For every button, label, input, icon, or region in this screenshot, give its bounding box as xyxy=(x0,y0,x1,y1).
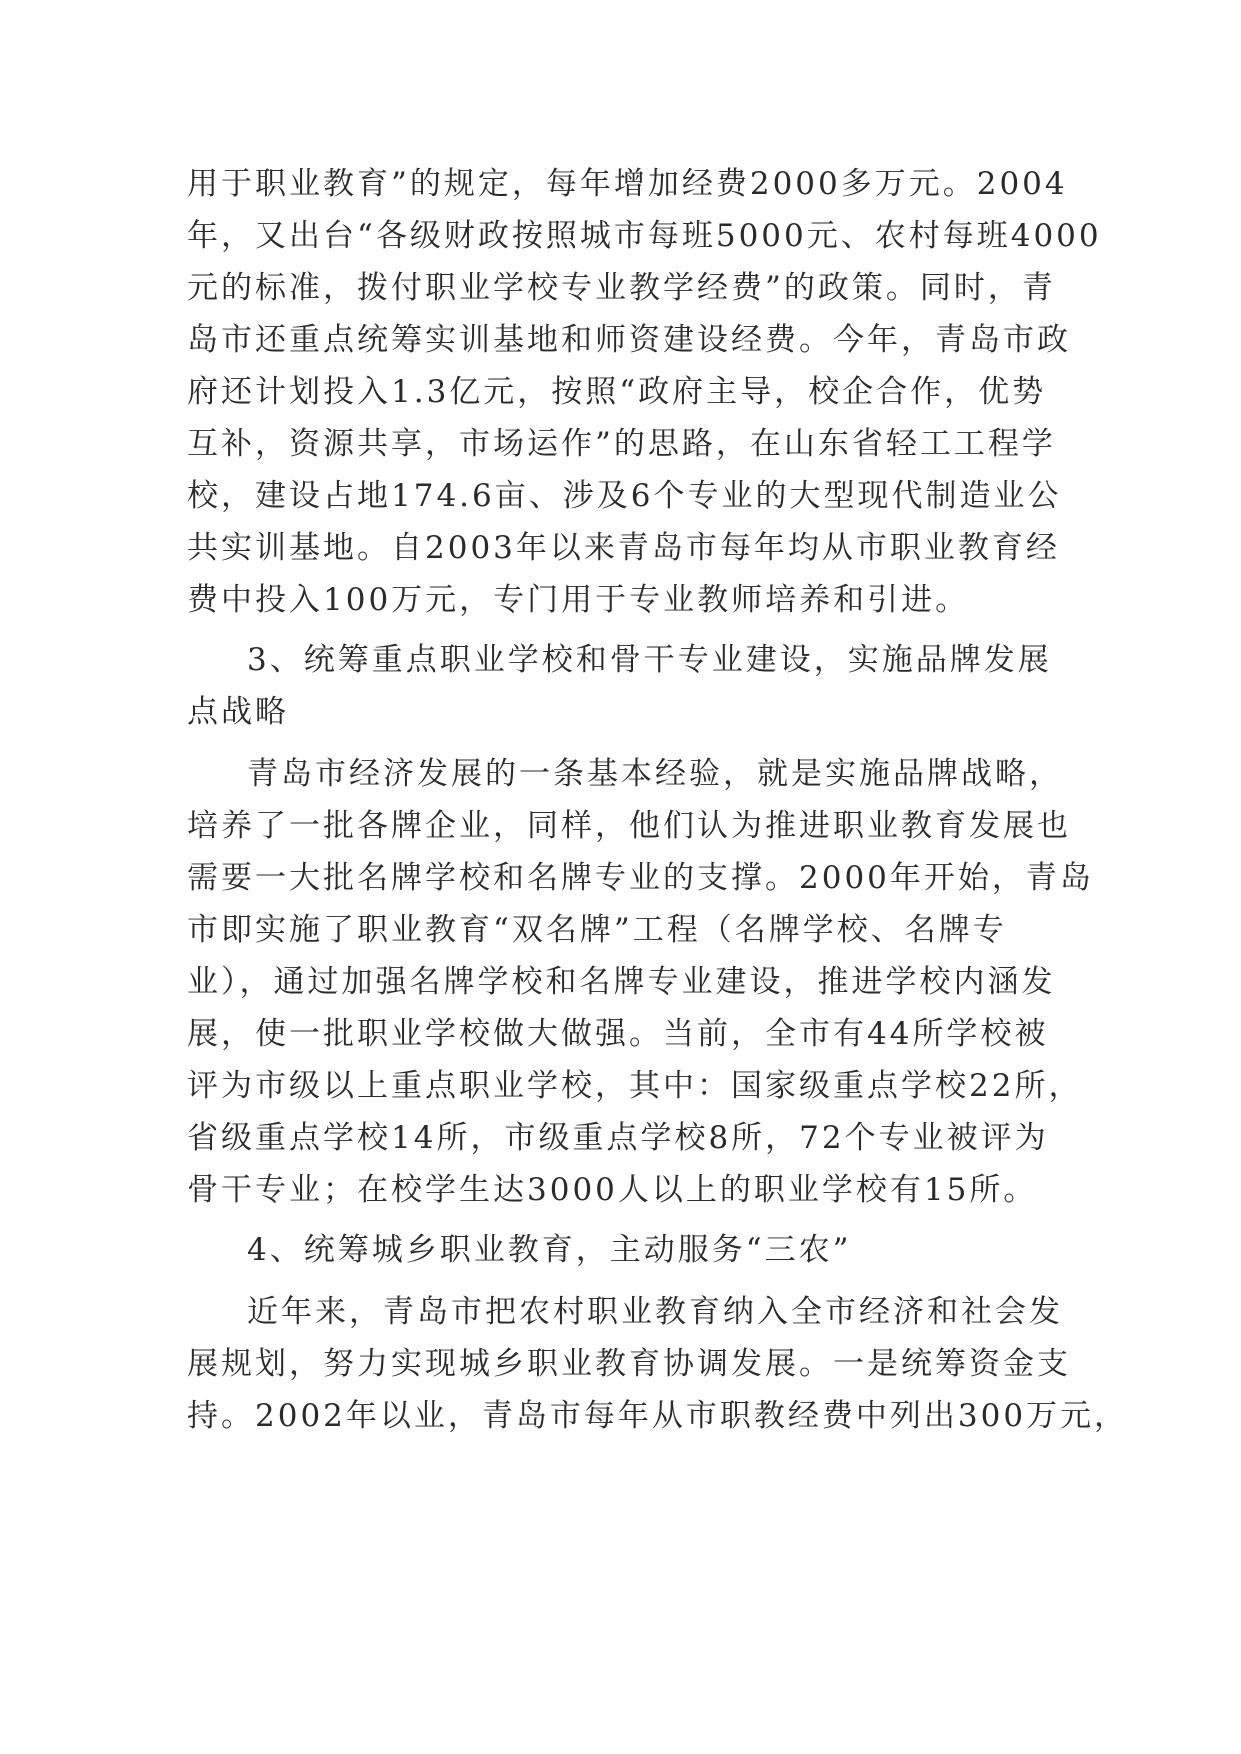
paragraph-line: 近年来，青岛市把农村职业教育纳入全市经济和社会发 xyxy=(247,1294,1063,1330)
paragraph-line: 元的标准，拨付职业学校专业教学经费”的政策。同时，青 xyxy=(187,270,1056,306)
paragraph-line: 业），通过加强名牌学校和名牌专业建设，推进学校内涵发 xyxy=(187,964,1056,1000)
paragraph-line: 展规划，努力实现城乡职业教育协调发展。一是统筹资金支 xyxy=(187,1346,1071,1382)
section-heading-3 xyxy=(187,634,1057,738)
paragraph-line: 互补，资源共享，市场运作”的思路，在山东省轻工工程学 xyxy=(187,426,1056,462)
paragraph-2 xyxy=(187,748,1094,1216)
paragraph-line: 骨干专业；在校学生达3000人以上的职业学校有15所。 xyxy=(187,1172,1038,1208)
paragraph-line: 校，建设占地174.6亩、涉及6个专业的大型现代制造业公 xyxy=(187,478,1062,514)
heading-line: 点战略 xyxy=(187,694,289,730)
section-heading-4 xyxy=(187,1224,1057,1276)
paragraph-line: 需要一大批名牌学校和名牌专业的支撑。2000年开始，青岛 xyxy=(187,860,1094,896)
paragraph-line: 共实训基地。自2003年以来青岛市每年均从市职业教育经 xyxy=(187,530,1060,566)
paragraph-line: 市即实施了职业教育“双名牌”工程（名牌学校、名牌专 xyxy=(187,912,1007,948)
paragraph-1 xyxy=(187,158,1102,626)
paragraph-line: 费中投入100万元，专门用于专业教师培养和引进。 xyxy=(187,582,970,618)
paragraph-line: 培养了一批各牌企业，同样，他们认为推进职业教育发展也 xyxy=(187,808,1071,844)
paragraph-3 xyxy=(187,1286,1129,1442)
paragraph-line: 持。2002年以业，青岛市每年从市职教经费中列出300万元， xyxy=(187,1398,1129,1434)
paragraph-line: 年，又出台“各级财政按照城市每班5000元、农村每班4000 xyxy=(187,218,1102,254)
heading-line: 4、统筹城乡职业教育，主动服务“三农” xyxy=(247,1232,852,1268)
paragraph-line: 青岛市经济发展的一条基本经验，就是实施品牌战略， xyxy=(247,756,1063,792)
paragraph-line: 用于职业教育”的规定，每年增加经费2000多万元。2004 xyxy=(187,166,1068,202)
paragraph-line: 省级重点学校14所，市级重点学校8所，72个专业被评为 xyxy=(187,1120,1049,1156)
paragraph-line: 府还计划投入1.3亿元，按照“政府主导，校企合作，优势 xyxy=(187,374,1047,410)
paragraph-line: 岛市还重点统筹实训基地和师资建设经费。今年，青岛市政 xyxy=(187,322,1071,358)
paragraph-line: 展，使一批职业学校做大做强。当前，全市有44所学校被 xyxy=(187,1016,1049,1052)
heading-line: 3、统筹重点职业学校和骨干专业建设，实施品牌发展 xyxy=(247,642,1052,678)
document-body xyxy=(187,158,1129,1442)
paragraph-line: 评为市级以上重点职业学校，其中：国家级重点学校22所， xyxy=(187,1068,1083,1104)
